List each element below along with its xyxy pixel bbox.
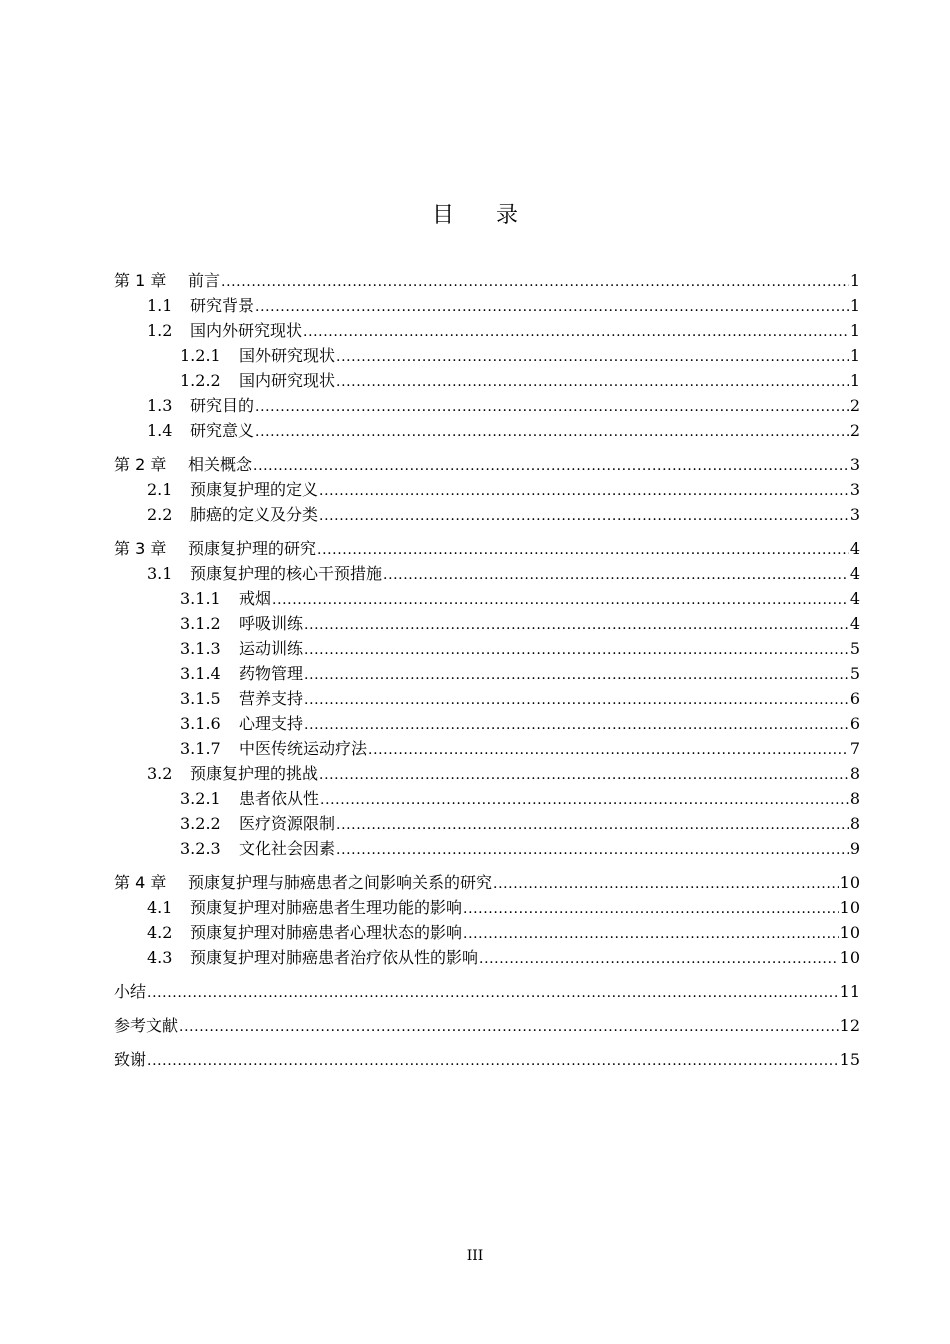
toc-number: 3.1.3 <box>180 639 221 658</box>
toc-page: 1 <box>849 371 860 390</box>
toc-number: 2.2 <box>147 505 173 524</box>
toc-section-3-1[interactable] <box>114 561 860 586</box>
toc-number: 1.2 <box>147 321 173 340</box>
toc-section-3-1-2[interactable] <box>114 611 860 636</box>
toc-title <box>0 198 950 229</box>
toc-leader <box>303 318 849 345</box>
toc-page: 6 <box>849 714 860 733</box>
toc-page: 8 <box>849 789 860 808</box>
toc-text: 预康复护理对肺癌患者治疗依从性的影响 <box>190 948 479 967</box>
toc-section-3-1-7[interactable] <box>114 736 860 761</box>
toc-leader <box>253 452 849 479</box>
toc-section-1-3[interactable] <box>114 393 860 418</box>
toc-title-left: 目 <box>431 203 454 228</box>
toc-page: 2 <box>849 421 860 440</box>
toc-leader <box>147 979 839 1006</box>
toc-text: 呼吸训练 <box>239 614 304 633</box>
toc-page: 1 <box>849 346 860 365</box>
toc-leader <box>304 686 849 713</box>
toc-text: 医疗资源限制 <box>239 814 336 833</box>
toc-text: 戒烟 <box>239 589 272 608</box>
toc-leader <box>463 920 839 947</box>
toc-number: 3.2 <box>147 764 173 783</box>
toc-page: 12 <box>839 1016 860 1035</box>
toc-section-1-2-2[interactable] <box>114 368 860 393</box>
toc-leader <box>493 870 839 897</box>
toc-page: 8 <box>849 814 860 833</box>
toc-page: 4 <box>849 539 860 558</box>
toc-page: 4 <box>849 564 860 583</box>
toc-leader <box>319 502 849 529</box>
toc-text: 前言 <box>188 271 221 290</box>
toc-text: 相关概念 <box>188 455 253 474</box>
toc-leader <box>179 1013 839 1040</box>
toc-chapter-1[interactable] <box>114 268 860 293</box>
toc-text: 预康复护理的核心干预措施 <box>190 564 383 583</box>
toc-text: 研究背景 <box>190 296 255 315</box>
toc-text: 预康复护理的挑战 <box>190 764 319 783</box>
toc-text: 运动训练 <box>239 639 304 658</box>
toc-leader <box>463 895 839 922</box>
toc-page: 5 <box>849 639 860 658</box>
toc-text: 预康复护理与肺癌患者之间影响关系的研究 <box>188 873 493 892</box>
toc-text: 营养支持 <box>239 689 304 708</box>
toc-section-4-1[interactable] <box>114 895 860 920</box>
toc-leader <box>336 368 849 395</box>
toc-leader <box>317 536 849 563</box>
toc-leader <box>221 268 849 295</box>
toc-leader <box>336 836 849 863</box>
toc-text: 患者依从性 <box>239 789 320 808</box>
toc-text: 预康复护理的定义 <box>190 480 319 499</box>
toc-section-2-2[interactable] <box>114 502 860 527</box>
toc-page: 10 <box>839 898 860 917</box>
toc-section-3-1-4[interactable] <box>114 661 860 686</box>
toc-text: 国内外研究现状 <box>190 321 303 340</box>
table-of-contents <box>114 268 860 1072</box>
toc-leader <box>147 1047 839 1074</box>
toc-number: 1.2.2 <box>180 371 221 390</box>
toc-leader <box>336 343 849 370</box>
toc-number: 3.1.4 <box>180 664 221 683</box>
toc-section-3-1-3[interactable] <box>114 636 860 661</box>
toc-title-right: 录 <box>496 203 519 228</box>
toc-leader <box>320 786 849 813</box>
toc-number: 1.1 <box>147 296 173 315</box>
toc-page: 11 <box>839 982 860 1001</box>
toc-section-4-2[interactable] <box>114 920 860 945</box>
toc-text: 预康复护理对肺癌患者生理功能的影响 <box>190 898 463 917</box>
toc-page: 9 <box>849 839 860 858</box>
toc-page: 6 <box>849 689 860 708</box>
toc-text: 参考文献 <box>114 1016 179 1035</box>
toc-leader <box>383 561 849 588</box>
toc-text: 中医传统运动疗法 <box>239 739 368 758</box>
toc-leader <box>272 586 849 613</box>
toc-section-3-2[interactable] <box>114 761 860 786</box>
toc-section-3-1-6[interactable] <box>114 711 860 736</box>
toc-number: 3.1.7 <box>180 739 221 758</box>
toc-leader <box>255 418 849 445</box>
toc-page: 1 <box>849 321 860 340</box>
toc-number: 3.1.2 <box>180 614 221 633</box>
toc-number: 第 1 章 <box>114 271 167 290</box>
toc-page: 4 <box>849 614 860 633</box>
toc-leader <box>304 711 849 738</box>
toc-section-3-1-5[interactable] <box>114 686 860 711</box>
toc-page: 2 <box>849 396 860 415</box>
toc-section-4-3[interactable] <box>114 945 860 970</box>
toc-leader <box>304 636 849 663</box>
toc-leader <box>319 761 849 788</box>
toc-summary[interactable] <box>114 979 860 1004</box>
toc-page: 7 <box>849 739 860 758</box>
toc-number: 3.1.5 <box>180 689 221 708</box>
toc-number: 3.1 <box>147 564 173 583</box>
toc-text: 预康复护理对肺癌患者心理状态的影响 <box>190 923 463 942</box>
toc-text: 研究意义 <box>190 421 255 440</box>
toc-number: 3.2.2 <box>180 814 221 833</box>
toc-page: 10 <box>839 873 860 892</box>
toc-number: 1.3 <box>147 396 173 415</box>
toc-leader <box>255 293 849 320</box>
toc-page: 5 <box>849 664 860 683</box>
toc-section-2-1[interactable] <box>114 477 860 502</box>
toc-text: 文化社会因素 <box>239 839 336 858</box>
toc-section-3-2-1[interactable] <box>114 786 860 811</box>
toc-leader <box>479 945 839 972</box>
toc-section-3-2-2[interactable] <box>114 811 860 836</box>
toc-page: 3 <box>849 455 860 474</box>
toc-references[interactable] <box>114 1013 860 1038</box>
toc-text: 心理支持 <box>239 714 304 733</box>
toc-leader <box>336 811 849 838</box>
toc-acknowledgements[interactable] <box>114 1047 860 1072</box>
toc-section-1-4[interactable] <box>114 418 860 443</box>
page-number: III <box>466 1248 484 1264</box>
toc-text: 药物管理 <box>239 664 304 683</box>
toc-page: 1 <box>849 271 860 290</box>
toc-chapter-3[interactable] <box>114 536 860 561</box>
toc-page: 15 <box>839 1050 860 1069</box>
toc-section-3-1-1[interactable] <box>114 586 860 611</box>
toc-page: 10 <box>839 923 860 942</box>
toc-number: 3.2.3 <box>180 839 221 858</box>
toc-leader <box>319 477 849 504</box>
toc-number: 3.1.6 <box>180 714 221 733</box>
toc-text: 肺癌的定义及分类 <box>190 505 319 524</box>
toc-page: 3 <box>849 480 860 499</box>
toc-chapter-2[interactable] <box>114 452 860 477</box>
toc-text: 国外研究现状 <box>239 346 336 365</box>
toc-number: 1.2.1 <box>180 346 221 365</box>
toc-text: 预康复护理的研究 <box>188 539 317 558</box>
toc-number: 3.1.1 <box>180 589 221 608</box>
toc-chapter-4[interactable] <box>114 870 860 895</box>
toc-page: 4 <box>849 589 860 608</box>
toc-number: 4.1 <box>147 898 173 917</box>
toc-leader <box>304 611 849 638</box>
toc-number: 2.1 <box>147 480 173 499</box>
toc-number: 4.2 <box>147 923 173 942</box>
toc-text: 国内研究现状 <box>239 371 336 390</box>
toc-number: 第 4 章 <box>114 873 167 892</box>
toc-number: 第 2 章 <box>114 455 167 474</box>
toc-page: 8 <box>849 764 860 783</box>
toc-number: 4.3 <box>147 948 173 967</box>
toc-page: 10 <box>839 948 860 967</box>
toc-number: 第 3 章 <box>114 539 167 558</box>
toc-leader <box>255 393 849 420</box>
toc-section-1-1[interactable] <box>114 293 860 318</box>
toc-page: 3 <box>849 505 860 524</box>
toc-leader <box>368 736 849 763</box>
toc-page: 1 <box>849 296 860 315</box>
toc-number: 3.2.1 <box>180 789 221 808</box>
toc-section-1-2-1[interactable] <box>114 343 860 368</box>
toc-text: 致谢 <box>114 1050 147 1069</box>
toc-text: 小结 <box>114 982 147 1001</box>
toc-section-3-2-3[interactable] <box>114 836 860 861</box>
toc-leader <box>304 661 849 688</box>
toc-number: 1.4 <box>147 421 173 440</box>
toc-section-1-2[interactable] <box>114 318 860 343</box>
toc-text: 研究目的 <box>190 396 255 415</box>
